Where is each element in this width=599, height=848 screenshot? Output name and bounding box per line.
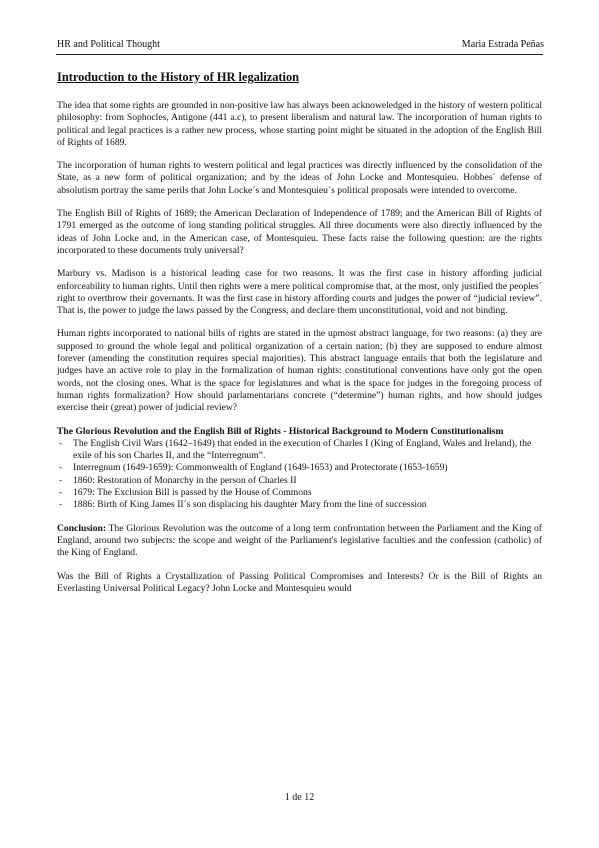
section-heading: The Glorious Revolution and the English Bill of Rights - Historical Background to Modern Constitutionalism — [57, 425, 504, 437]
conclusion-text: The Glorious Revolution was the outcome of a long term confrontation between the Parliament and the King of England, around two subjects: the scope and weight of the Parliament's legislative faculties and the confession (catholic) of the King of England. — [57, 522, 542, 559]
list-item: - 1679: The Exclusion Bill is passed by the House of Commons — [59, 487, 312, 499]
list-item: - The English Civil Wars (1642–1649) that ended in the execution of Charles I (King of England, Wales and Ireland), the exile of his son Charles II, and the “Interregnum”. — [59, 437, 532, 462]
document-body — [57, 70, 542, 606]
paragraph-5: Human rights incorporated to national bills of rights are stated in the upmost abstract language, for two reasons: (a) they are supposed to ground the whole legal and political organization of a certain nation; (b) they are supposed to endure almost forever (amending the constitution requires special majorities). This abstract language entails that both the legislature and judges have an active role to play in the formalization of human rights: constitutional conventions have only got the open words, not the closing ones. What is the space for legislatures and what is the space for judges in the foregoing process of human rights formalization? How should parlamentarians concrete (“determine”) human rights, and how should judges exercise their (great) power of judicial review? — [57, 328, 542, 414]
bullet-dash: - — [59, 499, 63, 511]
header-author: Maria Estrada Peñas — [461, 39, 544, 50]
paragraph-2: The incorporation of human rights to western political and legal practices was directly influenced by the consolidation of the State, as a new form of political organization; and by the ideas of John Locke and Montesquieu. Hobbes´ defense of absolutism portray the same perils that John Locke´s and Montesquieu´s political proposals were intended to overcome. — [57, 160, 542, 196]
list-item: - Interregnum (1649-1659): Commonwealth of England (1649-1653) and Protectorate (1653-1659) — [59, 462, 448, 474]
header-rule — [56, 54, 543, 55]
bullet-dash: - — [59, 474, 63, 486]
bullet-dash: - — [59, 487, 63, 499]
paragraph-4: Marbury vs. Madison is a historical leading case for two reasons. It was the first case in history affording judicial enforceability to human rights. Until then rights were a mere political compromise that, at the most, only justified the peoples´ right to overthrow their governants. It was the first case in history affording courts and judges the power of “judicial review”. That is, the power to judge the laws passed by the Congress, and declare them unconstitutional, void and not binding. — [57, 268, 542, 317]
paragraph-last: Was the Bill of Rights a Crystallization of Passing Political Compromises and Interests? Or is the Bill of Rights an Everlasting Universal Political Legacy? John Locke and Montesquieu would — [57, 570, 542, 594]
timeline-list — [57, 438, 542, 512]
conclusion-paragraph — [57, 523, 542, 560]
conclusion-label: Conclusion: — [57, 522, 107, 534]
document-title: Introduction to the History of HR legalization — [57, 70, 300, 84]
page-number: 1 de 12 — [284, 792, 315, 803]
list-item: - 1886: Birth of King James II´s son displacing his daughter Mary from the line of succession — [59, 499, 427, 511]
bullet-dash: - — [59, 462, 63, 474]
list-item: - 1860: Restoration of Monarchy in the person of Charles II — [59, 474, 297, 486]
header-course-title: HR and Political Thought — [57, 39, 160, 50]
paragraph-1: The idea that some rights are grounded in non-positive law has always been acknoweledged in the history of western political philosophy: from Sophocles, Antigone (441 a.c), to present liberalism and natural law. The incorporation of human rights to political and legal practices is a rather new process, whose starting point might be situated in the adoption of the English Bill of Rights of 1689. — [57, 100, 542, 148]
paragraph-3: The English Bill of Rights of 1689; the American Declaration of Independence of 1789; and the American Bill of Rights of 1791 emerged as the outcome of long standing political struggles. All three documents were also directly influenced by the ideas of John Locke and, in the American case, of Montesquieu. These facts raise the following question: are the rights incorporated to these documents truly universal? — [57, 208, 542, 256]
bullet-dash: - — [59, 437, 63, 449]
